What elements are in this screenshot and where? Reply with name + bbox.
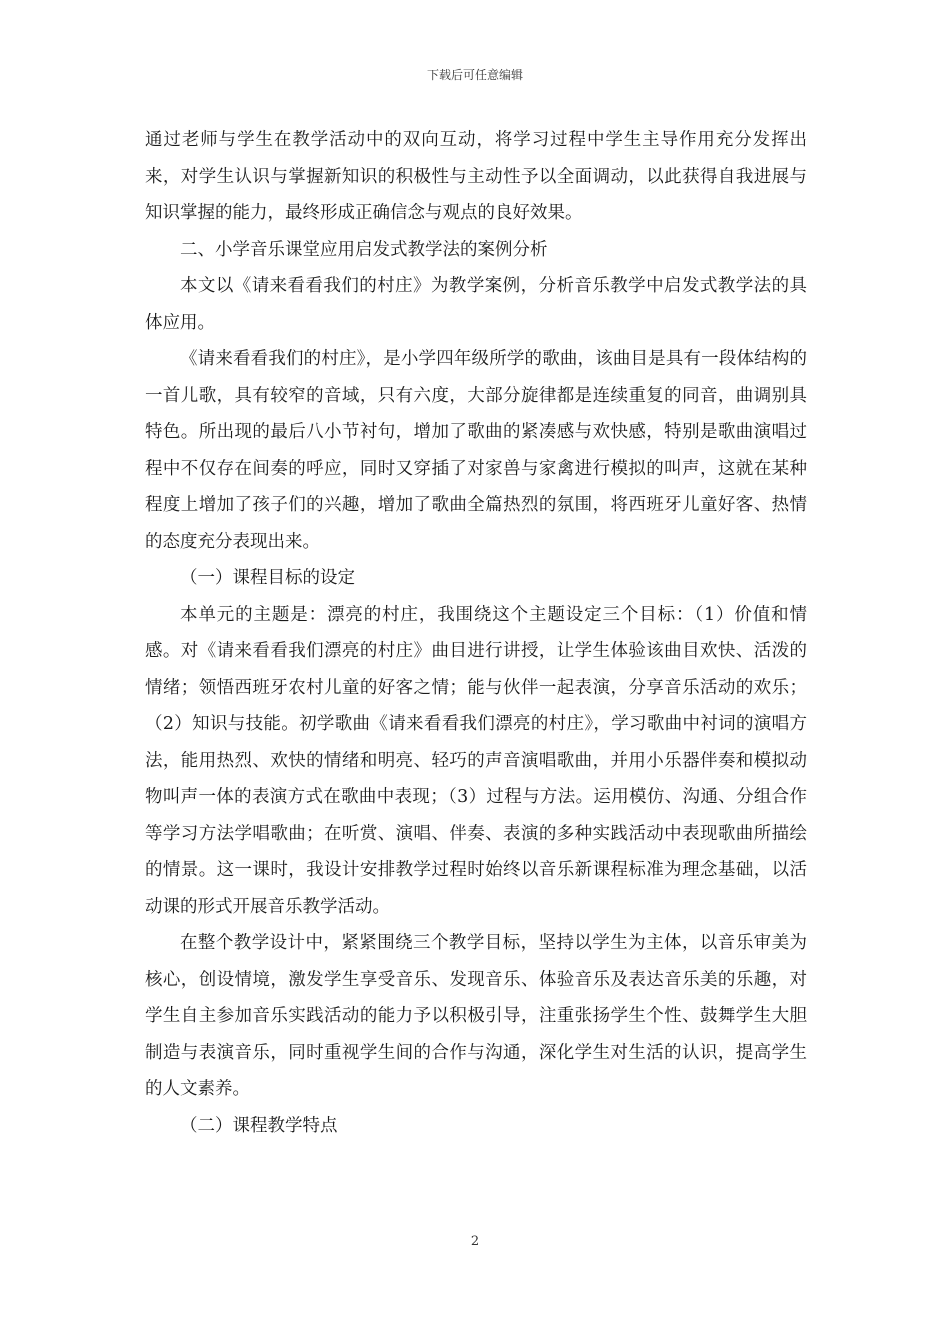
subsection-heading-course-goals: （一）课程目标的设定 xyxy=(180,568,355,588)
paragraph-course-goals: 本单元的主题是：漂亮的村庄，我围绕这个主题设定三个目标：（1）价值和情感。对《请来看看我们漂亮的村庄》曲目进行讲授，让学生体验该曲目欢快、活泼的情绪；领悟西班牙农村儿童的好客之情；能与伙伴一起表演，分享音乐活动的欢乐；（2）知识与技能。初学歌曲《请来看看我们漂亮的村庄》，学习歌曲中衬词的演唱方法，能用热烈、欢快的情绪和明亮、轻巧的声音演唱歌曲，并用小乐器伴奏和模拟动物叫声一体的表演方式在歌曲中表现；（3）过程与方法。运用模仿、沟通、分组合作等学习方法学唱歌曲；在听赏、演唱、伴奏、表演的多种实践活动中表现歌曲所描绘的情景。这一课时，我设计安排教学过程时始终以音乐新课程标准为理念基础，以活动课的形式开展音乐教学活动。 xyxy=(145,604,807,917)
section-heading-case-analysis: 二、小学音乐课堂应用启发式教学法的案例分析 xyxy=(180,239,548,260)
document-body xyxy=(145,122,807,1144)
page-number: 2 xyxy=(470,1234,480,1249)
paragraph-song-description: 《请来看看我们的村庄》，是小学四年级所学的歌曲，该曲目是具有一段体结构的一首儿歌，具有较窄的音域，只有六度，大部分旋律都是连续重复的同音，曲调别具特色。所出现的最后八小节衬句，增加了歌曲的紧凑感与欢快感，特别是歌曲演唱过程中不仅存在间奏的呼应，同时又穿插了对家兽与家禽进行模拟的叫声，这就在某种程度上增加了孩子们的兴趣，增加了歌曲全篇热烈的氛围，将西班牙儿童好客、热情的态度充分表现出来。 xyxy=(145,349,807,552)
paragraph-intro-case: 本文以《请来看看我们的村庄》为教学案例，分析音乐教学中启发式教学法的具体应用。 xyxy=(145,276,807,333)
paragraph-continuation: 通过老师与学生在教学活动中的双向互动，将学习过程中学生主导作用充分发挥出来，对学生认识与掌握新知识的积极性与主动性予以全面调动，以此获得自我进展与知识掌握的能力，最终形成正确信念与观点的良好效果。 xyxy=(145,130,807,223)
paragraph-teaching-design: 在整个教学设计中，紧紧围绕三个教学目标，坚持以学生为主体，以音乐审美为核心，创设情境，激发学生享受音乐、发现音乐、体验音乐及表达音乐美的乐趣，对学生自主参加音乐实践活动的能力予以积极引导，注重张扬学生个性、鼓舞学生大胆制造与表演音乐，同时重视学生间的合作与沟通，深化学生对生活的认识，提高学生的人文素养。 xyxy=(145,933,807,1099)
page-header-note: 下载后可任意编辑 xyxy=(426,68,523,82)
subsection-heading-teaching-features: （二）课程教学特点 xyxy=(180,1115,338,1136)
